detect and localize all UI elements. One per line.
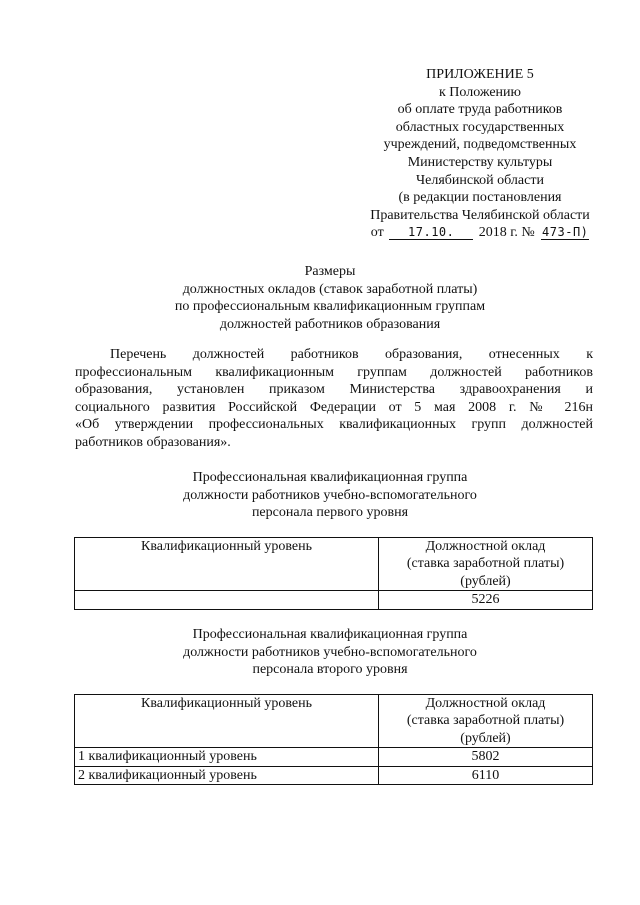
appendix-line: Правительства Челябинской области bbox=[370, 207, 590, 223]
column-header-salary-line: Должностной оклад bbox=[425, 696, 546, 711]
appendix-line: об оплате труда работников bbox=[397, 102, 563, 118]
handwritten-number: 473-П) bbox=[542, 225, 589, 240]
column-header-salary bbox=[379, 538, 593, 591]
column-header-level: Квалификационный уровень bbox=[75, 695, 379, 748]
salary-cell: 6110 bbox=[379, 766, 593, 784]
appendix-line: Министерству культуры bbox=[407, 154, 553, 170]
handwritten-date: 17.10. bbox=[389, 225, 473, 240]
title-line: Размеры bbox=[304, 264, 356, 279]
salary-table-level-1 bbox=[74, 537, 593, 610]
group-heading-line: Профессиональная квалификационная группа bbox=[192, 627, 468, 642]
intro-line: работников образования». bbox=[75, 434, 231, 450]
year-number-label: 2018 г. № bbox=[478, 225, 535, 241]
column-header-salary-line: (рублей) bbox=[460, 573, 511, 589]
intro-line: социального развития Российской Федерации от 5 мая 2008 г. № 216н bbox=[75, 399, 593, 415]
appendix-line: Челябинской области bbox=[416, 172, 544, 188]
appendix-header bbox=[330, 66, 630, 242]
column-header-salary-line: Должностной оклад bbox=[425, 539, 546, 554]
level-cell bbox=[75, 591, 379, 609]
intro-line: «Об утверждении профессиональных квалификационных групп должностей bbox=[75, 417, 593, 433]
salary-table-level-2 bbox=[74, 694, 593, 785]
intro-line: Перечень должностей работников образования, отнесенных к bbox=[110, 347, 593, 362]
group-heading-level-1 bbox=[60, 469, 600, 522]
level-cell: 2 квалификационный уровень bbox=[75, 766, 379, 784]
appendix-line: областных государственных bbox=[395, 119, 565, 135]
intro-line: профессиональным квалификационным группам должностей работников bbox=[75, 364, 593, 380]
title-line: должностей работников образования bbox=[219, 316, 441, 332]
group-heading-line: персонала первого уровня bbox=[251, 505, 409, 521]
table-header-row bbox=[75, 695, 593, 748]
appendix-date-line bbox=[330, 224, 630, 242]
title-line: должностных окладов (ставок заработной платы) bbox=[182, 281, 478, 297]
title-line: по профессиональным квалификационным группам bbox=[174, 299, 486, 315]
group-heading-line: персонала второго уровня bbox=[252, 662, 408, 678]
group-heading-line: должности работников учебно-вспомогательного bbox=[183, 644, 477, 660]
table-row bbox=[75, 591, 593, 609]
column-header-salary-line: (рублей) bbox=[460, 730, 511, 746]
column-header-salary bbox=[379, 695, 593, 748]
appendix-line: учреждений, подведомственных bbox=[383, 137, 577, 153]
column-header-salary-line: (ставка заработной платы) bbox=[406, 713, 565, 729]
table-row bbox=[75, 748, 593, 766]
column-header-level: Квалификационный уровень bbox=[75, 538, 379, 591]
table-header-row bbox=[75, 538, 593, 591]
salary-cell: 5226 bbox=[379, 591, 593, 609]
intro-line: образования, установлен приказом Министерства здравоохранения и bbox=[75, 382, 593, 398]
appendix-title: ПРИЛОЖЕНИЕ 5 bbox=[426, 67, 534, 82]
table-row bbox=[75, 766, 593, 784]
group-heading-level-2 bbox=[60, 626, 600, 679]
intro-paragraph bbox=[75, 346, 593, 452]
column-header-salary-line: (ставка заработной платы) bbox=[406, 556, 565, 572]
appendix-line: (в редакции постановления bbox=[398, 190, 562, 206]
level-cell: 1 квалификационный уровень bbox=[75, 748, 379, 766]
appendix-line: к Положению bbox=[438, 84, 521, 100]
document-title bbox=[60, 263, 600, 333]
group-heading-line: должности работников учебно-вспомогательного bbox=[183, 487, 477, 503]
date-prefix: от bbox=[370, 225, 384, 241]
salary-cell: 5802 bbox=[379, 748, 593, 766]
group-heading-line: Профессиональная квалификационная группа bbox=[192, 470, 468, 485]
